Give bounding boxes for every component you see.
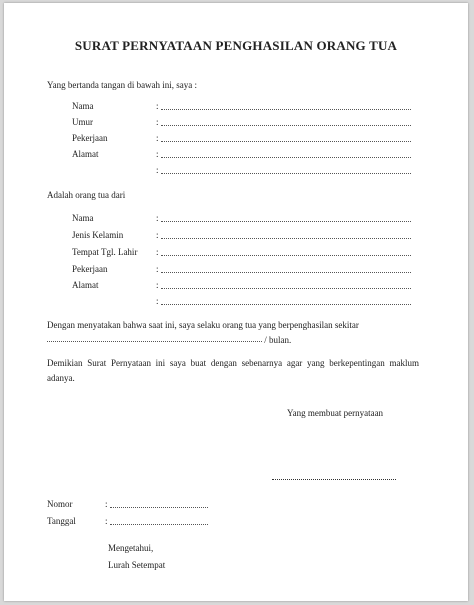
field-label-nomor: Nomor [47, 499, 73, 509]
colon: : [156, 101, 159, 111]
fill-line-jenis-kelamin[interactable] [161, 238, 411, 239]
fill-line-alamat-2[interactable] [161, 173, 411, 174]
colon: : [156, 247, 159, 257]
colon: : [156, 149, 159, 159]
official-title: Lurah Setempat [108, 560, 166, 570]
field-label-pekerjaan: Pekerjaan [72, 133, 108, 143]
field-label-nama: Nama [72, 101, 94, 111]
field-label-tanggal: Tanggal [47, 516, 76, 526]
closing-paragraph: Demikian Surat Pernyataan ini saya buat dengan sebenarnya agar yang berkepentingan maklum adanya. [47, 358, 419, 383]
fill-line-nomor[interactable] [110, 507, 208, 508]
colon: : [156, 230, 159, 240]
colon: : [156, 213, 159, 223]
colon: : [156, 280, 159, 290]
fill-line-tempat-tgl-lahir[interactable] [161, 255, 411, 256]
signature-line[interactable] [272, 479, 396, 480]
acknowledged-text: Mengetahui, [108, 543, 154, 553]
fill-line-child-alamat[interactable] [161, 288, 411, 289]
fill-line-umur[interactable] [161, 125, 411, 126]
income-suffix: / bulan. [264, 335, 292, 345]
colon: : [156, 264, 159, 274]
colon: : [156, 117, 159, 127]
field-label-child-alamat: Alamat [72, 280, 99, 290]
field-label-tempat-tgl-lahir: Tempat Tgl. Lahir [72, 247, 138, 257]
document-page [4, 3, 468, 601]
fill-line-nama[interactable] [161, 109, 411, 110]
document-title: SURAT PERNYATAAN PENGHASILAN ORANG TUA [74, 38, 398, 53]
field-label-jenis-kelamin: Jenis Kelamin [72, 230, 124, 240]
fill-line-child-pekerjaan[interactable] [161, 272, 411, 273]
field-label-child-nama: Nama [72, 213, 94, 223]
field-label-alamat: Alamat [72, 149, 99, 159]
fill-line-alamat[interactable] [161, 157, 411, 158]
fill-line-income[interactable] [47, 341, 262, 342]
colon: : [105, 516, 108, 526]
income-paragraph [47, 318, 419, 348]
colon: : [156, 296, 159, 306]
field-label-umur: Umur [72, 117, 93, 127]
intro-text: Yang bertanda tangan di bawah ini, saya : [47, 80, 198, 90]
income-statement: Dengan menyatakan bahwa saat ini, saya selaku orang tua yang berpenghasilan sekitar [47, 320, 359, 330]
field-label-child-pekerjaan: Pekerjaan [72, 264, 108, 274]
parent-of-text: Adalah orang tua dari [47, 190, 126, 200]
fill-line-tanggal[interactable] [110, 524, 208, 525]
colon: : [156, 165, 159, 175]
fill-line-pekerjaan[interactable] [161, 141, 411, 142]
fill-line-child-alamat-2[interactable] [161, 304, 411, 305]
colon: : [105, 499, 108, 509]
fill-line-child-nama[interactable] [161, 221, 411, 222]
signatory-label: Yang membuat pernyataan [287, 408, 384, 418]
colon: : [156, 133, 159, 143]
